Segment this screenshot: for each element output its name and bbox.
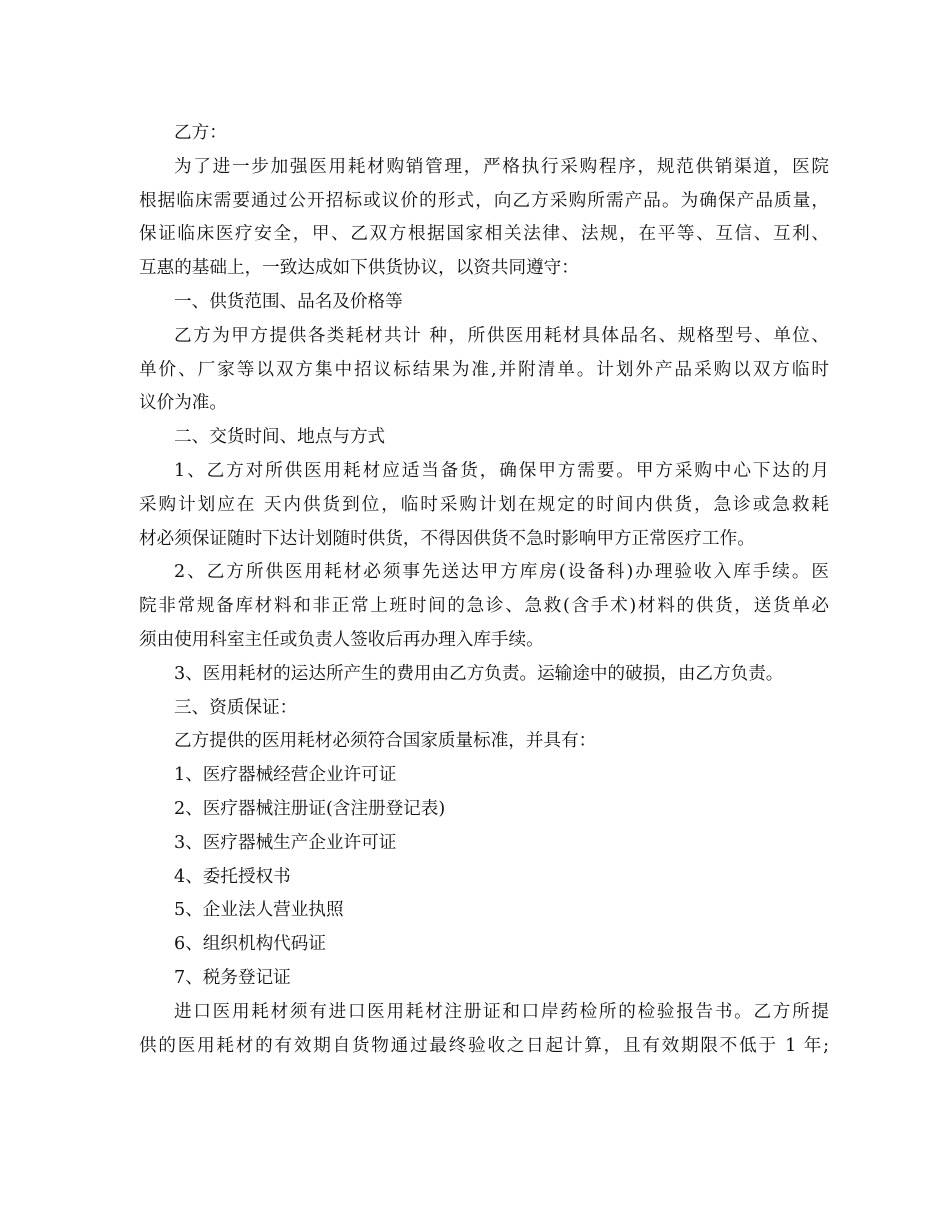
document-body	[139, 117, 829, 1063]
text-line: 议价为准。	[139, 393, 227, 414]
text-line: 材必须保证随时下达计划随时供货，不得因供货不急时影响甲方正常医疗工作。	[139, 528, 755, 549]
text-line: 采购计划应在 天内供货到位，临时采购计划在规定的时间内供货，急诊或急救耗	[139, 494, 829, 515]
text-line: 根据临床需要通过公开招标或议价的形式，向乙方采购所需产品。为确保产品质量，	[139, 190, 829, 211]
text-line: 1、乙方对所供医用耗材应适当备货，确保甲方需要。甲方采购中心下达的月	[174, 460, 829, 481]
text-line: 须由使用科室主任或负责人签收后再办理入库手续。	[139, 629, 544, 650]
text-line: 为了进一步加强医用耗材购销管理，严格执行采购程序，规范供销渠道，医院	[174, 156, 829, 177]
text-line: 二、交货时间、地点与方式	[174, 427, 386, 448]
text-line: 院非常规备库材料和非正常上班时间的急诊、急救(含手术)材料的供货，送货单必	[139, 596, 829, 617]
text-line: 1、医疗器械经营企业许可证	[174, 765, 397, 786]
text-line: 6、组织机构代码证	[174, 934, 326, 955]
text-line: 3、医用耗材的运达所产生的费用由乙方负责。运输途中的破损，由乙方负责。	[174, 663, 784, 684]
text-line: 保证临床医疗安全，甲、乙双方根据国家相关法律、法规，在平等、互信、互利、	[139, 224, 829, 245]
text-line: 7、税务登记证	[174, 967, 291, 988]
text-line: 进口医用耗材须有进口医用耗材注册证和口岸药检所的检验报告书。乙方所提	[174, 1001, 829, 1022]
text-line: 三、资质保证：	[174, 697, 298, 718]
text-line: 乙方：	[174, 123, 227, 143]
text-line: 2、乙方所供医用耗材必须事先送达甲方库房(设备科)办理验收入库手续。医	[174, 562, 829, 583]
text-line: 乙方提供的医用耗材必须符合国家质量标准，并具有：	[174, 731, 597, 752]
text-line: 供的医用耗材的有效期自货物通过最终验收之日起计算，且有效期限不低于 1 年;	[139, 1035, 829, 1056]
text-line: 互惠的基础上，一致达成如下供货协议，以资共同遵守：	[139, 258, 579, 279]
text-line: 5、企业法人营业执照	[174, 900, 344, 921]
text-line: 乙方为甲方提供各类耗材共计 种，所供医用耗材具体品名、规格型号、单位、	[174, 325, 829, 346]
text-line: 一、供货范围、品名及价格等	[174, 291, 403, 312]
text-line: 3、医疗器械生产企业许可证	[174, 832, 397, 853]
text-line: 2、医疗器械注册证(含注册登记表)	[174, 798, 446, 819]
text-line: 单价、厂家等以双方集中招议标结果为准,并附清单。计划外产品采购以双方临时	[139, 359, 829, 380]
text-line: 4、委托授权书	[174, 866, 291, 887]
